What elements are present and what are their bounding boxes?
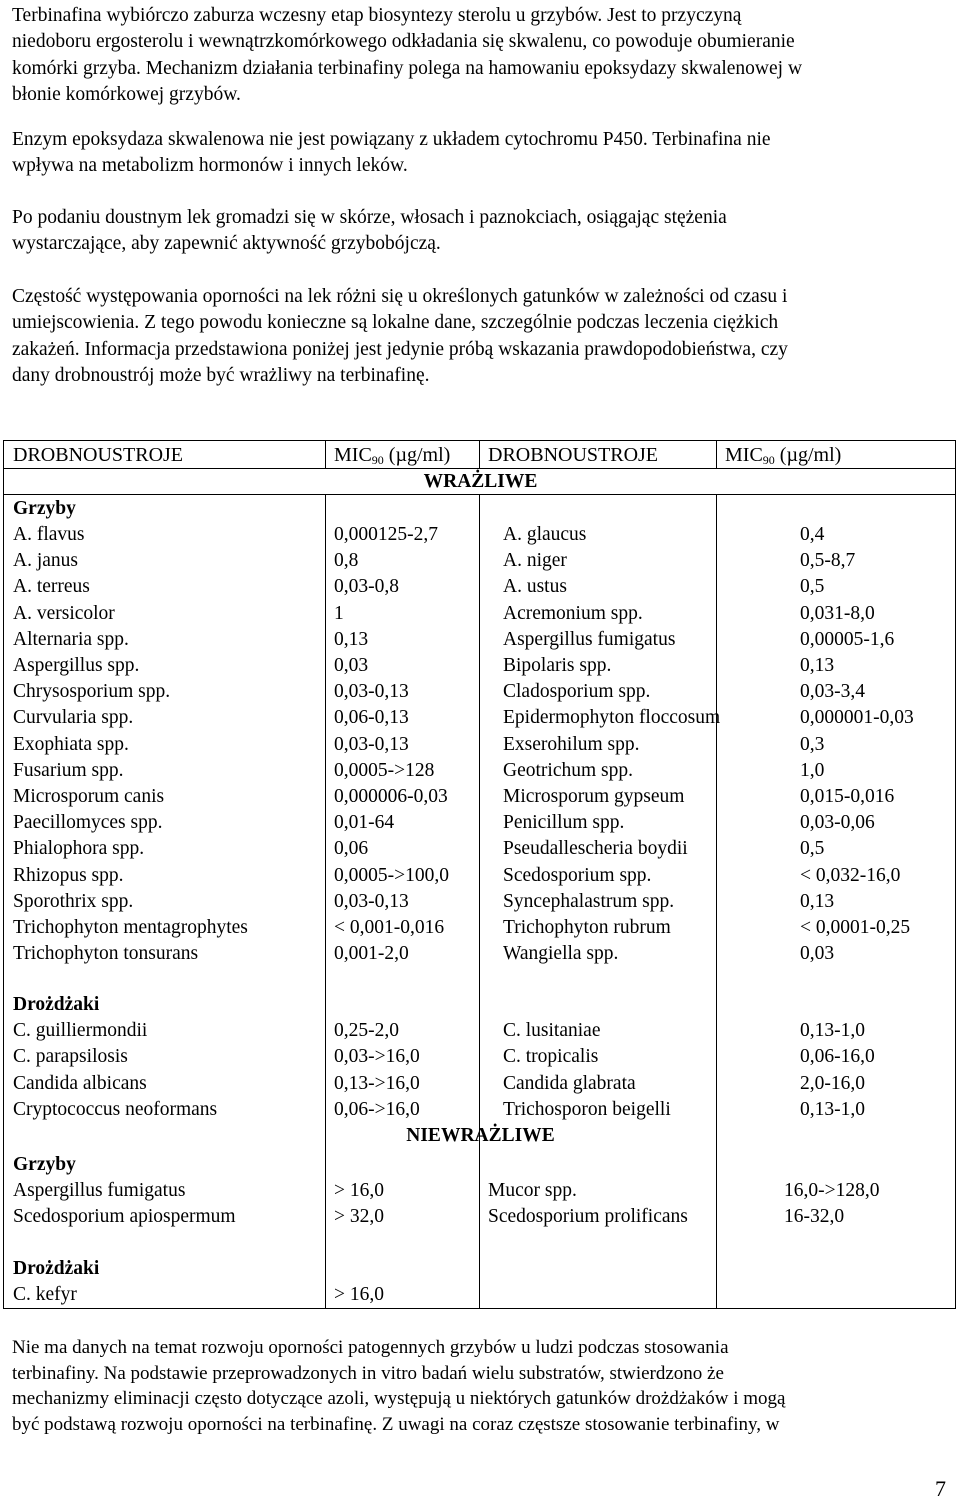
organism-name: Fusarium spp. [13,759,124,781]
organism-name: Trichophyton mentagrophytes [13,917,248,938]
table-rule [716,494,717,1309]
mic-value: 0,03->16,0 [334,1046,420,1068]
mic-value: 0,4 [800,524,825,545]
organism-name: Phialophora spp. [13,838,145,860]
mic-value: > 16,0 [334,1180,384,1201]
organism-name: Alternaria spp. [13,628,129,650]
organism-name: Microsporum canis [13,786,165,807]
table-rule [479,494,480,1309]
mic-value: 0,01-64 [334,812,395,834]
group-yeasts: Drożdżaki [13,994,100,1015]
header-mic-unit: (µg/ml) [383,444,451,466]
organism-name: Microsporum gypseum [503,786,685,807]
organism-name: Trichophyton tonsurans [13,943,199,965]
header-mic-label: MIC [725,444,763,466]
organism-name: Acremonium spp. [503,602,643,624]
paragraph-enzyme [12,127,948,180]
section-resistant: NIEWRAŻLIWE [406,1125,555,1146]
mic-value: 0,06->16,0 [334,1098,420,1120]
mic-value: 0,8 [334,550,359,572]
header-mic-label: MIC [334,444,372,466]
mic-table [3,440,956,1309]
mic-value: 1 [334,602,344,624]
section-sensitive: WRAŻLIWE [423,471,538,492]
header-organisms-2: DROBNOUSTROJE [488,444,659,466]
mic-value: 0,13 [800,890,835,912]
organism-name: Paecillomyces spp. [13,812,163,834]
text-line: mechanizmy eliminacji często dotyczące azoli, występują u niektórych gatunków drożdżaków i mogą [12,1388,786,1409]
organism-name: A. janus [13,550,78,572]
organism-name: Scedosporium apiospermum [13,1206,236,1228]
organism-name: Bipolaris spp. [503,655,612,676]
mic-value: 0,001-2,0 [334,943,409,965]
header-mic-subscript: 90 [762,453,775,467]
paragraph-resistance-frequency [12,284,948,390]
mic-value: 0,06-16,0 [800,1046,875,1068]
group-fungi-resistant: Grzyby [13,1154,76,1175]
organism-name: Geotrichum spp. [503,759,633,781]
organism-name: A. versicolor [13,602,115,624]
header-organisms: DROBNOUSTROJE [13,444,184,466]
mic-value: 0,03-0,06 [800,812,875,834]
mic-value: 0,13 [334,628,369,650]
organism-name: Wangiella spp. [503,943,619,965]
organism-name: Rhizopus spp. [13,864,124,886]
text-line: terbinafiny. Na podstawie przeprowadzonych in vitro badań wielu substratów, stwierdzono że [12,1362,724,1384]
organism-name: A. glaucus [503,524,587,545]
text-line: wpływa na metabolizm hormonów i innych leków. [12,155,408,177]
text-line: wystarczające, aby zapewnić aktywność grzybobójczą. [12,233,441,255]
mic-value: 16,0->128,0 [784,1180,880,1201]
mic-value: 0,13 [800,655,835,676]
organism-name: Cladosporium spp. [503,681,651,703]
mic-value: 0,03-3,4 [800,681,865,703]
mic-value: 0,015-0,016 [800,786,895,807]
organism-name: Aspergillus fumigatus [503,628,676,650]
mic-value: 0,5 [800,838,825,860]
mic-value: 0,5 [800,576,825,598]
group-yeasts-resistant: Drożdżaki [13,1258,100,1279]
organism-name: Pseudallescheria boydii [503,838,688,860]
page-number: 7 [935,1476,946,1501]
organism-name: Aspergillus fumigatus [13,1180,186,1201]
mic-value: 1,0 [800,759,825,781]
header-mic-unit: (µg/ml) [774,444,842,466]
mic-value: 0,00005-1,6 [800,628,895,650]
mic-value: 0,5-8,7 [800,550,856,572]
table-rule [716,441,717,468]
organism-name: Exserohilum spp. [503,733,640,755]
mic-value: > 32,0 [334,1206,384,1228]
mic-value: 0,0005->100,0 [334,864,449,886]
paragraph-resistance-development [12,1335,948,1437]
organism-name: Scedosporium spp. [503,864,652,886]
organism-name: Candida albicans [13,1072,147,1094]
organism-name: Cryptococcus neoformans [13,1098,218,1120]
organism-name: A. niger [503,550,567,572]
mic-value: 0,06-0,13 [334,707,409,729]
mic-value: 0,03-0,13 [334,733,409,755]
organism-name: Curvularia spp. [13,707,134,729]
paragraph-mechanism [12,3,948,109]
mic-value: 0,13->16,0 [334,1072,420,1094]
mic-value: 0,25-2,0 [334,1020,399,1041]
text-line: zakażeń. Informacja przedstawiona poniżej jest jedynie próbą wskazania prawdopodobieństwa, czy [12,338,788,360]
organism-name: Exophiata spp. [13,733,129,755]
mic-value: 0,06 [334,838,369,860]
mic-value: 0,000001-0,03 [800,707,914,729]
organism-name: Epidermophyton floccosum [503,707,721,729]
organism-name: C. lusitaniae [503,1020,601,1041]
organism-name: Syncephalastrum spp. [503,890,675,912]
text-line: Częstość występowania oporności na lek różni się u określonych gatunków w zależności od czasu i [12,286,788,307]
mic-value: < 0,0001-0,25 [800,917,911,938]
table-rule [479,441,480,468]
mic-value: < 0,001-0,016 [334,917,445,938]
mic-value: 0,031-8,0 [800,602,875,624]
table-rule [325,441,326,468]
organism-name: Penicillum spp. [503,812,625,834]
mic-value: 0,13-1,0 [800,1098,865,1120]
organism-name: C. parapsilosis [13,1046,128,1068]
mic-value: > 16,0 [334,1284,384,1305]
organism-name: Trichosporon beigelli [503,1098,671,1120]
organism-name: A. flavus [13,524,85,545]
organism-name: Trichophyton rubrum [503,917,671,938]
organism-name: Scedosporium prolificans [488,1206,688,1228]
text-line: umiejscowienia. Z tego powodu konieczne są lokalne dane, szczególnie podczas leczenia ciężkich [12,312,779,334]
mic-value: 0,03-0,8 [334,576,399,598]
organism-name: C. guilliermondii [13,1020,148,1041]
mic-value: 0,03 [334,655,369,676]
text-line: niedoboru ergosterolu i wewnątrzkomórkowego odkładania się skwalenu, co powoduje obumieranie [12,31,795,53]
organism-name: Candida glabrata [503,1072,636,1094]
header-mic-subscript: 90 [371,453,384,467]
organism-name: Aspergillus spp. [13,655,140,676]
paragraph-distribution [12,205,948,258]
mic-value: 0,13-1,0 [800,1020,865,1041]
text-line: błonie komórkowej grzybów. [12,84,241,106]
organism-name: Sporothrix spp. [13,890,134,912]
organism-name: Mucor spp. [488,1180,577,1201]
text-line: Terbinafina wybiórczo zaburza wczesny etap biosyntezy sterolu u grzybów. Jest to przyczyną [12,5,742,26]
text-line: Enzym epoksydaza skwalenowa nie jest powiązany z układem cytochromu P450. Terbinafina nie [12,129,771,150]
mic-value: 2,0-16,0 [800,1072,865,1094]
mic-value: 16-32,0 [784,1206,845,1228]
mic-value: 0,03 [800,943,835,965]
organism-name: C. kefyr [13,1284,77,1305]
mic-value: 0,03-0,13 [334,890,409,912]
text-line: Nie ma danych na temat rozwoju oporności patogennych grzybów u ludzi podczas stosowania [12,1337,729,1358]
group-fungi: Grzyby [13,498,76,519]
mic-value: 0,0005->128 [334,759,435,781]
text-line: Po podaniu doustnym lek gromadzi się w skórze, włosach i paznokciach, osiągając stężenia [12,207,727,228]
mic-value: 0,000125-2,7 [334,524,438,545]
mic-value: 0,3 [800,733,825,755]
text-line: dany drobnoustrój może być wrażliwy na terbinafinę. [12,365,430,387]
mic-value: 0,000006-0,03 [334,786,448,807]
organism-name: A. terreus [13,576,90,598]
organism-name: Chrysosporium spp. [13,681,171,703]
table-rule [325,494,326,1309]
mic-value: < 0,032-16,0 [800,864,901,886]
organism-name: A. ustus [503,576,567,598]
organism-name: C. tropicalis [503,1046,599,1068]
mic-value: 0,03-0,13 [334,681,409,703]
text-line: komórki grzyba. Mechanizm działania terbinafiny polega na hamowaniu epoksydazy skwalenowej w [12,57,803,79]
text-line: być podstawą rozwoju oporności na terbinafinę. Z uwagi na coraz częstsze stosowanie terbinafiny, w [12,1413,780,1435]
